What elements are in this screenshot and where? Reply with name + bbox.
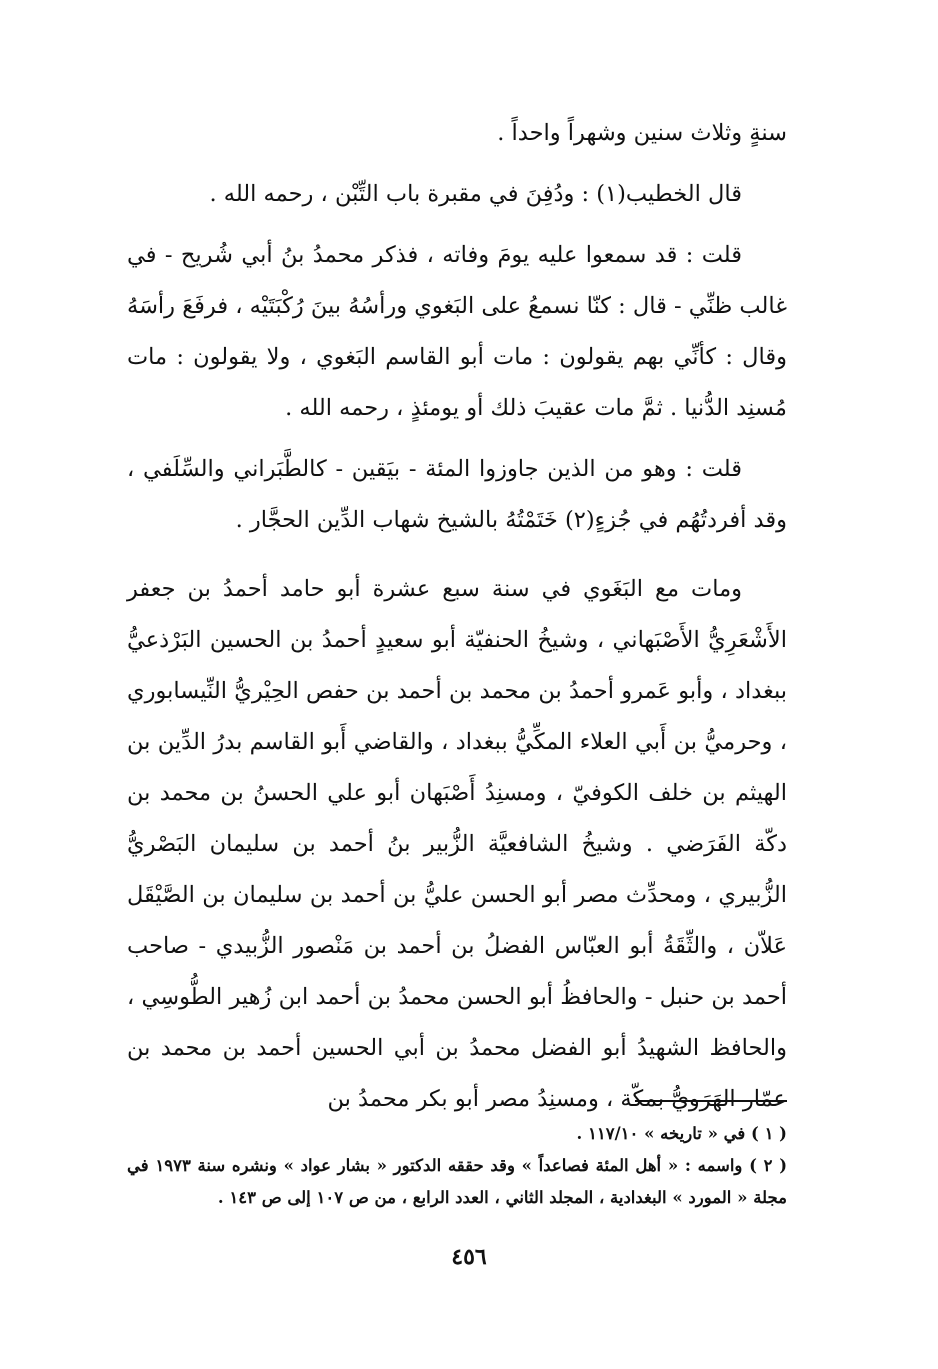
paragraph-khatib-quote: قال الخطيب(١) : ودُفِنَ في مقبرة باب التِّبْن ، رحمه الله .: [209, 181, 742, 207]
page-number: ٤٥٦: [451, 1244, 487, 1270]
footnotes: [127, 1118, 787, 1214]
footnote-2: ( ٢ ) واسمه : « أهل المئة فصاعداً » وقد حققه الدكتور « بشار عواد » ونشره سنة ١٩٧٣ في مجلة « المورد » البغدادية ، المجلد الثاني ، العدد الرابع ، من ص ١٠٧ إلى ص ١٤٣ .: [127, 1156, 787, 1207]
paragraph-death-account: قلت : قد سمعوا عليه يومَ وفاته ، فذكر محمدُ بنُ أبي شُريح - في غالب ظنِّي - قال : كنّا نسمعُ على البَغوي ورأسُهُ بينَ رُكْبَتَيْه ، فرفَعَ رأسَهُ وقال : كأنِّي بهم يقولون : مات أبو القاسم البَغوي ، ولا يقولون : مات مُسنِد الدُّنيا . ثمَّ مات عقيبَ ذلك أو يومئذٍ ، رحمه الله .: [127, 242, 787, 421]
footnote-1: ( ١ ) في « تاريخه » ١١٧/١٠ .: [576, 1124, 787, 1143]
footnote-separator: [635, 1100, 787, 1102]
paragraph-continuation: سنةٍ وثلاث سنين وشهراً واحداً .: [497, 120, 787, 146]
paragraph-centenarians: قلت : وهو من الذين جاوزوا المئة - بيَقين - كالطَّبَراني والسِّلَفي ، وقد أفردتُهُم في جُزءٍ(٢) خَتَمْتُهُ بالشيخ شهاب الدِّين الحجَّار .: [127, 456, 787, 533]
paragraph-contemporaries: ومات مع البَغَوي في سنة سبع عشرة أبو حامد أحمدُ بن جعفر الأَشْعَرِيُّ الأَصْبَهاني ، وشيخُ الحنفيّة أبو سعيدٍ أحمدُ بن الحسين البَرْذعيُّ ببغداد ، وأبو عَمرو أحمدُ بن محمد بن أحمد بن حفص الحِيْريُّ النِّيسابوري ، وحرميُّ بن أَبي العلاء المكِّيُّ ببغداد ، والقاضي أَبو القاسم بدرُ الدِّين بن الهيثم بن خلف الكوفيّ ، ومسنِدُ أَصْبَهان أبو علي الحسنُ بن محمد بن دكّة الفَرَضي . وشيخُ الشافعيَّة الزُّبير بنُ أحمد بن سليمان البَصْريُّ الزُّبيري ، ومحدِّث مصر أبو الحسن عليُّ بن أحمد بن سليمان بن الصَّيْقَل عَلاّن ، والثِّقَةُ أبو العبّاس الفضلُ بن أحمد بن مَنْصور الزُّبيدي - صاحب أحمد بن حنبل - والحافظُ أبو الحسن محمدُ بن أحمد ابن زُهير الطُّوسِي ، والحافظ الشهيدُ أبو الفضل محمدُ بن أبي الحسين أحمد بن محمد بن عمّار الهَرَويُّ بمكّة ، ومسنِدُ مصر أبو بكر محمدُ بن: [127, 576, 787, 1112]
main-text: [127, 108, 787, 1125]
